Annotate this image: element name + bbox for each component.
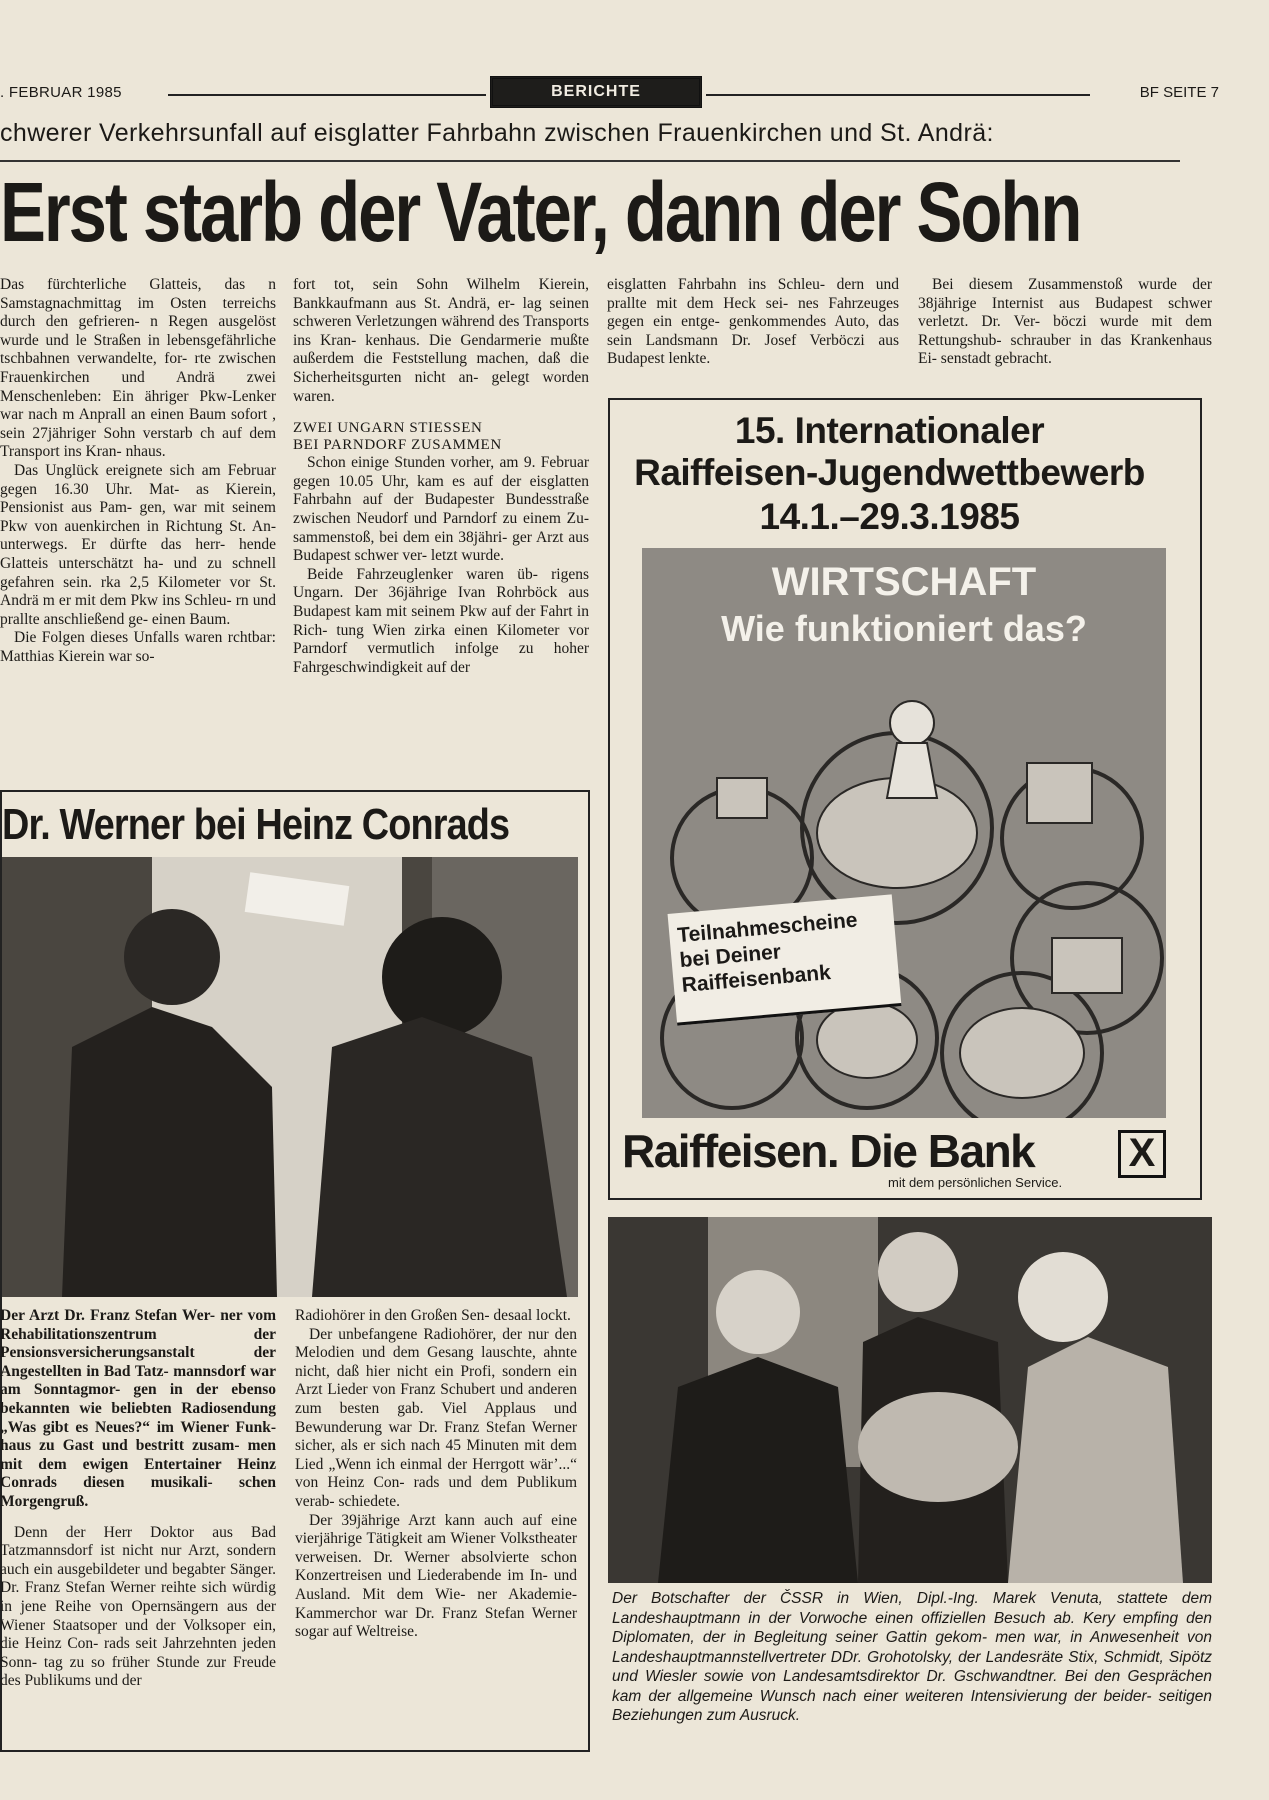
- paragraph: Bei diesem Zusammenstoß wurde der 38jährige Internist aus Budapest schwer verletzt. Dr. Ver- böczi wurde mit dem Rettungshub- schrauber in das Krankenhaus Ei- senstadt gebracht.: [918, 276, 1212, 368]
- article2-title: Dr. Werner bei Heinz Conrads: [2, 800, 510, 849]
- bank-tagline: mit dem persönlichen Service.: [888, 1175, 1063, 1190]
- building-shape: [1052, 938, 1122, 993]
- article-headline: Erst starb der Vater, dann der Sohn: [0, 165, 1081, 259]
- paragraph: Der 39jährige Arzt kann auch auf eine vierjährige Tätigkeit am Wiener Volkstheater verweisen. Dr. Werner absolvierte schon Konzertreisen und Liederabende im In- und Ausland. Mit dem Wie- ner Akademie-Kammerchor war Dr. Franz Stefan Werner sogar auf Weltreise.: [295, 1511, 577, 1641]
- article2-column-1: [0, 1307, 276, 1691]
- subheading-line: ZWEI UNGARN STIESSEN: [293, 420, 483, 437]
- gear-hub: [960, 1008, 1084, 1098]
- article2-column-2: [295, 1307, 577, 1642]
- building-shape: [717, 778, 767, 818]
- header-rule-right: [706, 94, 1090, 96]
- article1-column-3: [607, 276, 899, 369]
- paragraph: fort tot, sein Sohn Wilhelm Kierein, Bankkaufmann aus St. Andrä, er- lag seinen schweren Verletzungen während des Transports ins Kran- kenhaus. Die Gendarmerie mußte außerdem die Feststellung machen, daß die Sicherheitsgurten nicht an- gelegt worden waren.: [293, 276, 589, 405]
- gear-hub: [817, 1002, 917, 1078]
- bank-brand: Raiffeisen. Die Bank: [622, 1125, 1035, 1177]
- paragraph: Das Unglück ereignete sich am Februar gegen 16.30 Uhr. Mat- as Kierein, Pensionist aus Pam- gen, war mit seinem Pkw von auenkirchen in Richtung St. An- unterwegs. Er dürfte das herr- hende Glatteis unterschätzt ha- und zu schnell gefahren sein. rka 2,5 Kilometer vor St. Andrä m er mit dem Pkw ins Schleu- rn und prallte anschließend ge- einen Baum.: [0, 461, 276, 628]
- ad-headline-3: 14.1.–29.3.1985: [759, 496, 1020, 537]
- paragraph: Die Folgen dieses Unfalls waren rchtbar: Matthias Kierein war so-: [0, 629, 276, 665]
- raiffeisen-logo-icon: X: [1118, 1130, 1166, 1178]
- building-shape: [1027, 763, 1092, 823]
- ad-illustration: [642, 548, 1166, 1118]
- paragraph: Radiohörer in den Großen Sen- desaal lockt.: [295, 1307, 571, 1324]
- ad-headline-1: 15. Internationaler: [734, 410, 1045, 451]
- article1-column-2: [293, 276, 589, 677]
- paragraph: Das fürchterliche Glatteis, das n Samstagnachmittag im Osten terreichs durch den gefrieren- n Regen ausgelöst wurde und le Straßen in lebensgefährliche tschbahnen verwandelte, for- rte zwischen Frauenkirchen und Andrä zwei Menschenleben: Ein ähriger Pkw-Lenker war nach m Anprall an einen Baum sofort , sein 27jähriger Sohn verstarb ch auf dem Transport ins Kran- nhaus.: [0, 276, 276, 461]
- ad-coupon-text: Teilnahmescheine bei Deiner Raiffeisenbank: [668, 894, 902, 1025]
- paragraph: Der unbefangene Radiohörer, der nur den Melodien und dem Gesang lauschte, ahnte nicht, daß hier nicht ein Profi, sondern ein Arzt Lieder von Franz Schubert und anderen zum besten gab. Viel Applaus und Bewunderung war Dr. Franz Stefan Werner sicher, als er sich nach 45 Minuten mit dem Lied „Wenn ich einmal der Herrgott wär’...“ von Heinz Con- rads und dem Publikum verab- schiedete.: [295, 1325, 577, 1510]
- ad-question: Wie funktioniert das?: [721, 608, 1087, 649]
- page-number: BF SEITE 7: [1139, 84, 1219, 101]
- article1-column-1: [0, 276, 276, 666]
- figure-head: [890, 701, 934, 745]
- ad-title: WIRTSCHAFT: [771, 560, 1037, 604]
- issue-date: . FEBRUAR 1985: [0, 84, 122, 101]
- article2-column-1-body: [0, 1524, 276, 1691]
- gears-illustration: [642, 548, 1166, 1118]
- paragraph: Der Arzt Dr. Franz Stefan Wer- ner vom Rehabilitationszentrum der Pensionsversicherungsanstalt der Angestellten in Bad Tatz- mannsdorf war am Sonntagmor- gen in der ebenso bekannten wie beliebten Radiosendung „Was gibt es Neues?“ im Wiener Funk- haus zu Gast und bestritt zusam- men mit dem ewigen Entertainer Heinz Conrads diesen musikali- schen Morgengruß.: [0, 1307, 276, 1510]
- photo-placeholder: [608, 1217, 1212, 1583]
- subheading: [293, 420, 589, 454]
- header-rule-left: [168, 94, 486, 96]
- paragraph: Beide Fahrzeuglenker waren üb- rigens Ungarn. Der 36jährige Ivan Rohrböck aus Budapest kam mit seinem Pkw auf der Fahrt in Rich- tung Wien zirka einen Kilometer vor Parndorf vermutlich infolge zu hoher Fahrgeschwindigkeit auf der: [293, 565, 589, 676]
- photo-ambassador-visit: [608, 1217, 1212, 1583]
- article-kicker: chwerer Verkehrsunfall auf eisglatter Fahrbahn zwischen Frauenkirchen und St. Andrä:: [0, 119, 994, 147]
- paragraph: Denn der Herr Doktor aus Bad Tatzmannsdorf ist nicht nur Arzt, sondern auch ein ausgebildeter und begabter Sänger. Dr. Franz Stefan Werner reihte sich würdig in jene Reihe von Opernsängern aus der Wiener Staatsoper und der Volksoper ein, die Heinz Con- rads seit Jahrzehnten jeden Sonn- tag zu so früher Stunde zur Freude des Publikums und der: [0, 1523, 276, 1690]
- photo-caption: Der Botschafter der ČSSR in Wien, Dipl.-Ing. Marek Venuta, stattete dem Landeshauptmann in der Vorwoche einen offiziellen Besuch ab. Kery empfing den Diplomaten, der in Begleitung seiner Gattin gekom- men war, in Anwesenheit von Landeshauptmannstellvertreter DDr. Grohotolsky, der Landesräte Stix, Schmidt, Sipötz und Wiesler sowie von Landesamtsdirektor Dr. Gschwandtner. Bei den Gesprächen kam der allgemeine Wunsch nach einer weiteren Intensivierung der beider- seitigen Beziehungen zum Ausruck.: [612, 1590, 1212, 1724]
- figure-body: [887, 743, 937, 798]
- ad-headline-2: Raiffeisen-Jugendwettbewerb: [634, 452, 1145, 493]
- article1-column-4: [918, 276, 1212, 369]
- subheading-line: BEI PARNDORF ZUSAMMEN: [293, 437, 502, 454]
- photo-werner-conrads: [2, 857, 578, 1297]
- photo-placeholder: [2, 857, 578, 1297]
- paragraph: eisglatten Fahrbahn ins Schleu- dern und prallte mit dem Heck sei- nes Fahrzeuges gegen ein entge- genkommendes Auto, das sein Landsmann Dr. Josef Verböczi aus Budapest lenkte.: [607, 276, 899, 368]
- section-label: BERICHTE: [490, 76, 702, 108]
- paragraph: Schon einige Stunden vorher, am 9. Februar gegen 10.05 Uhr, kam es auf der eisglatten Fahrbahn auf der Budapester Bundesstraße zwischen Neudorf und Parndorf zu einem Zu- sammenstoß, bei dem ein 38jähri- ger Arzt aus Budapest schwer ver- letzt wurde.: [293, 454, 589, 565]
